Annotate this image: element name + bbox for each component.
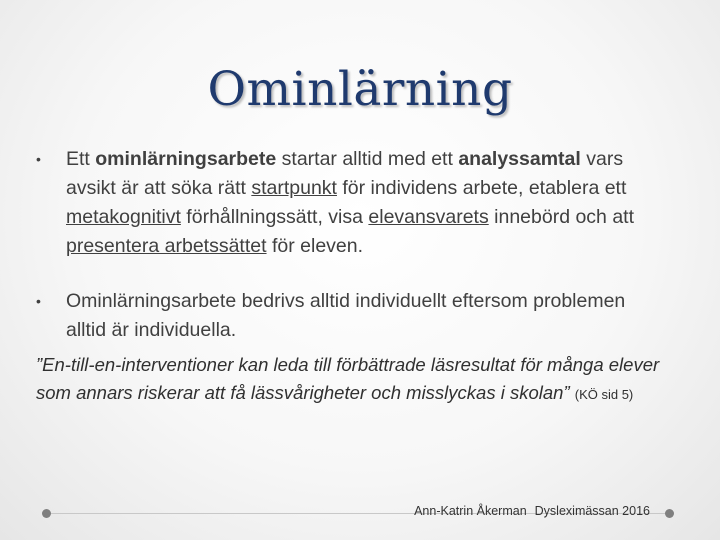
footer-event: Dysleximässan 2016 [534,504,650,518]
bullet-text: vars avsikt är att söka rätt [66,148,624,199]
underlined-term: presentera arbetssättet [66,235,267,257]
bullet-icon: • [36,151,41,167]
underlined-term: elevansvarets [368,206,489,228]
footer [380,504,654,518]
bold-term: analyssamtal [458,148,581,170]
bullet-text: Ominlärningsarbete bedrivs alltid individuellt eftersom problemen alltid är individuella. [66,290,626,341]
footer-author: Ann-Katrin Åkerman [414,504,527,518]
quote-text: ”En-till-en-interventioner kan leda till förbättrade läsresultat för många elever som annars riskerar att få lässvårigheter och misslyckas i skolan” [36,354,660,403]
bullet-item [36,145,646,261]
bullet-item [36,287,646,345]
quote [36,351,676,409]
slide-body [36,145,660,409]
footer-right-dot-icon [665,509,674,518]
quote-reference: (KÖ sid 5) [574,387,634,402]
underlined-term: startpunkt [251,177,337,199]
bold-term: ominlärningsarbete [95,148,277,170]
slide-title: Ominlärning [207,62,513,117]
bullet-text: innebörd och att [488,206,635,228]
bullet-text: startar alltid med ett [276,148,459,170]
bullet-text: Ett [66,148,96,170]
footer-left-dot-icon [42,509,51,518]
bullet-text: för individens arbete, etablera ett [336,177,627,199]
underlined-term: metakognitivt [66,206,181,228]
bullet-text: förhållningssätt, visa [180,206,369,228]
bullet-icon: • [36,293,41,309]
bullet-text: för eleven. [266,235,364,257]
